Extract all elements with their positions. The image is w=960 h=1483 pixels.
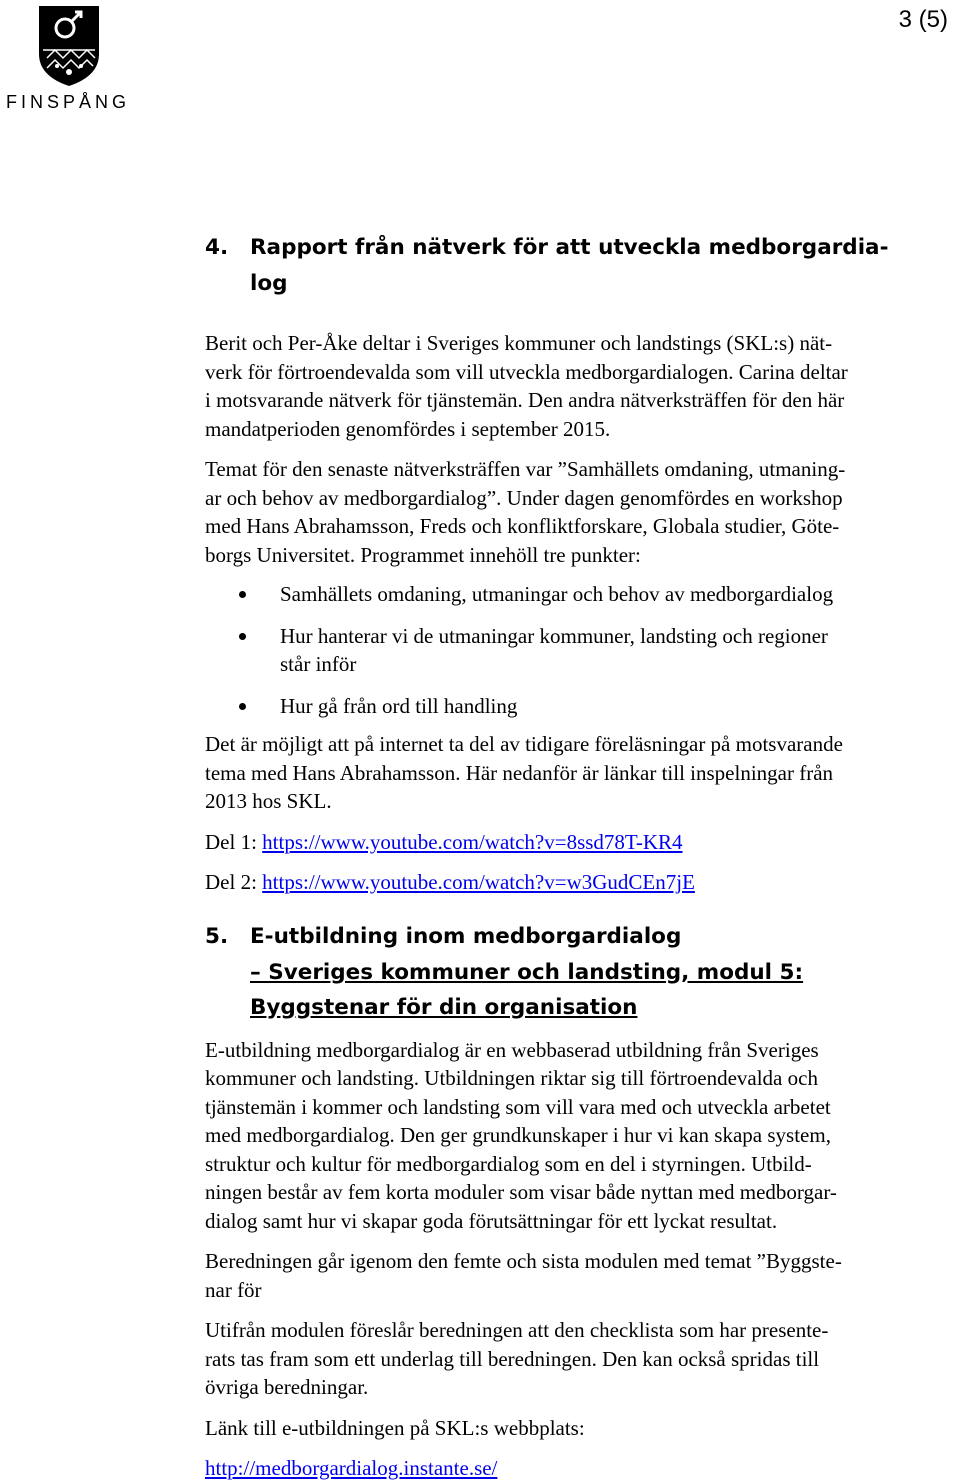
text-line: dialog samt hur vi skapar goda förutsättningar för ett lyckat resultat.: [205, 1208, 778, 1233]
text-line: ningen består av fem korta moduler som visar både nyttan med medborgar-: [205, 1180, 837, 1204]
section-4-heading: [205, 230, 950, 302]
text-line: Utifrån modulen föreslår beredningen att den checklista som har presente-: [205, 1318, 829, 1342]
text-line: mandatperioden genomfördes i september 2015.: [205, 416, 611, 441]
logo-wordmark: FINSPÅNG: [6, 92, 131, 112]
text-line: Det är möjligt att på internet ta del av tidigare föreläsningar på motsvarande: [205, 732, 843, 756]
list-item-text: Hur gå från ord till handling: [280, 693, 518, 718]
list-item: [205, 622, 950, 679]
text-line: Berit och Per-Åke deltar i Sveriges kommuner och landstings (SKL:s) nät-: [205, 331, 833, 355]
finspang-logo: [6, 4, 132, 112]
video-link-1-label: Del 1:: [205, 829, 263, 854]
page-number: 3 (5): [898, 6, 948, 33]
list-item: [205, 692, 950, 721]
section-4-paragraph-1: [205, 329, 950, 443]
list-item-text: Hur hanterar vi de utmaningar kommuner, landsting och regioner: [280, 623, 828, 648]
text-line: rats tas fram som ett underlag till beredningen. Den kan också spridas till: [205, 1346, 820, 1371]
section-5-title-line: E-utbildning inom medborgardialog: [250, 923, 682, 949]
text-line: verk för förtroendevalda som vill utveckla medborgardialogen. Carina deltar: [205, 359, 848, 384]
section-5-heading: [205, 919, 950, 955]
section-5-paragraph-3: [205, 1316, 950, 1402]
text-line: borgs Universitet. Programmet innehöll tre punkter:: [205, 542, 641, 567]
section-5-subtitle-text: Byggstenar för din organisation: [250, 994, 638, 1020]
bullet-icon: [239, 703, 246, 710]
text-line: tema med Hans Abrahamsson. Här nedanför är länkar till inspelningar från: [205, 760, 834, 785]
section-5-paragraph-2: [205, 1247, 950, 1304]
bullet-icon: [239, 633, 246, 640]
text-line: struktur och kultur för medborgardialog som en del i styrningen. Utbild-: [205, 1151, 812, 1176]
section-5-number: 5.: [205, 923, 229, 949]
video-link-2-line: [205, 868, 950, 897]
video-link-2[interactable]: https://www.youtube.com/watch?v=w3GudCEn7jE: [262, 870, 695, 894]
text-line: nar för: [205, 1277, 262, 1302]
e-learning-link-intro: Länk till e-utbildningen på SKL:s webbplats:: [205, 1415, 585, 1440]
bullet-icon: [239, 591, 246, 598]
text-line: E-utbildning medborgardialog är en webbaserad utbildning från Sveriges: [205, 1037, 819, 1062]
section-5-subtitle-text: – Sveriges kommuner och landsting, modul 5:: [250, 959, 804, 985]
text-line: övriga beredningar.: [205, 1375, 369, 1399]
section-4-title-line: log: [250, 271, 288, 296]
list-item: [205, 580, 950, 609]
document-body: [205, 230, 950, 1483]
list-item-text: står inför: [280, 652, 357, 676]
e-learning-link-line: [205, 1454, 950, 1483]
text-line: med medborgardialog. Den ger grundkunskaper i hur vi kan skapa system,: [205, 1123, 831, 1147]
text-line: i motsvarande nätverk för tjänstemän. Den andra nätverksträffen för den här: [205, 388, 845, 412]
text-line: med Hans Abrahamsson, Freds och konfliktforskare, Globala studier, Göte-: [205, 514, 840, 538]
video-link-1-line: [205, 828, 950, 857]
text-line: Beredningen går igenom den femte och sista modulen med temat ”Byggste-: [205, 1249, 842, 1273]
section-5-subtitle-line: [205, 990, 950, 1025]
video-link-1[interactable]: https://www.youtube.com/watch?v=8ssd78T-KR4: [262, 829, 683, 854]
program-list: [205, 580, 950, 720]
text-line: kommuner och landsting. Utbildningen riktar sig till förtroendevalda och: [205, 1066, 818, 1090]
section-4-title-line: Rapport från nätverk för att utveckla medborgardia-: [250, 235, 889, 260]
section-5-paragraph-1: [205, 1036, 950, 1236]
text-line: 2013 hos SKL.: [205, 789, 332, 813]
text-line: Temat för den senaste nätverksträffen var ”Samhällets omdaning, utmaning-: [205, 457, 846, 481]
video-link-2-label: Del 2:: [205, 870, 263, 894]
section-5-subtitle-line: [205, 955, 950, 990]
text-line: ar och behov av medborgardialog”. Under dagen genomfördes en workshop: [205, 485, 843, 510]
finspang-coat-of-arms-icon: [37, 4, 101, 88]
section-4-number: 4.: [205, 235, 229, 260]
text-line: tjänstemän i kommer och landsting som vill vara med och utveckla arbetet: [205, 1094, 831, 1119]
section-4-paragraph-2: [205, 455, 950, 569]
list-item-text: Samhällets omdaning, utmaningar och behov av medborgardialog: [280, 582, 834, 606]
e-learning-link[interactable]: http://medborgardialog.instante.se/: [205, 1456, 498, 1480]
section-4-paragraph-3: [205, 730, 950, 816]
